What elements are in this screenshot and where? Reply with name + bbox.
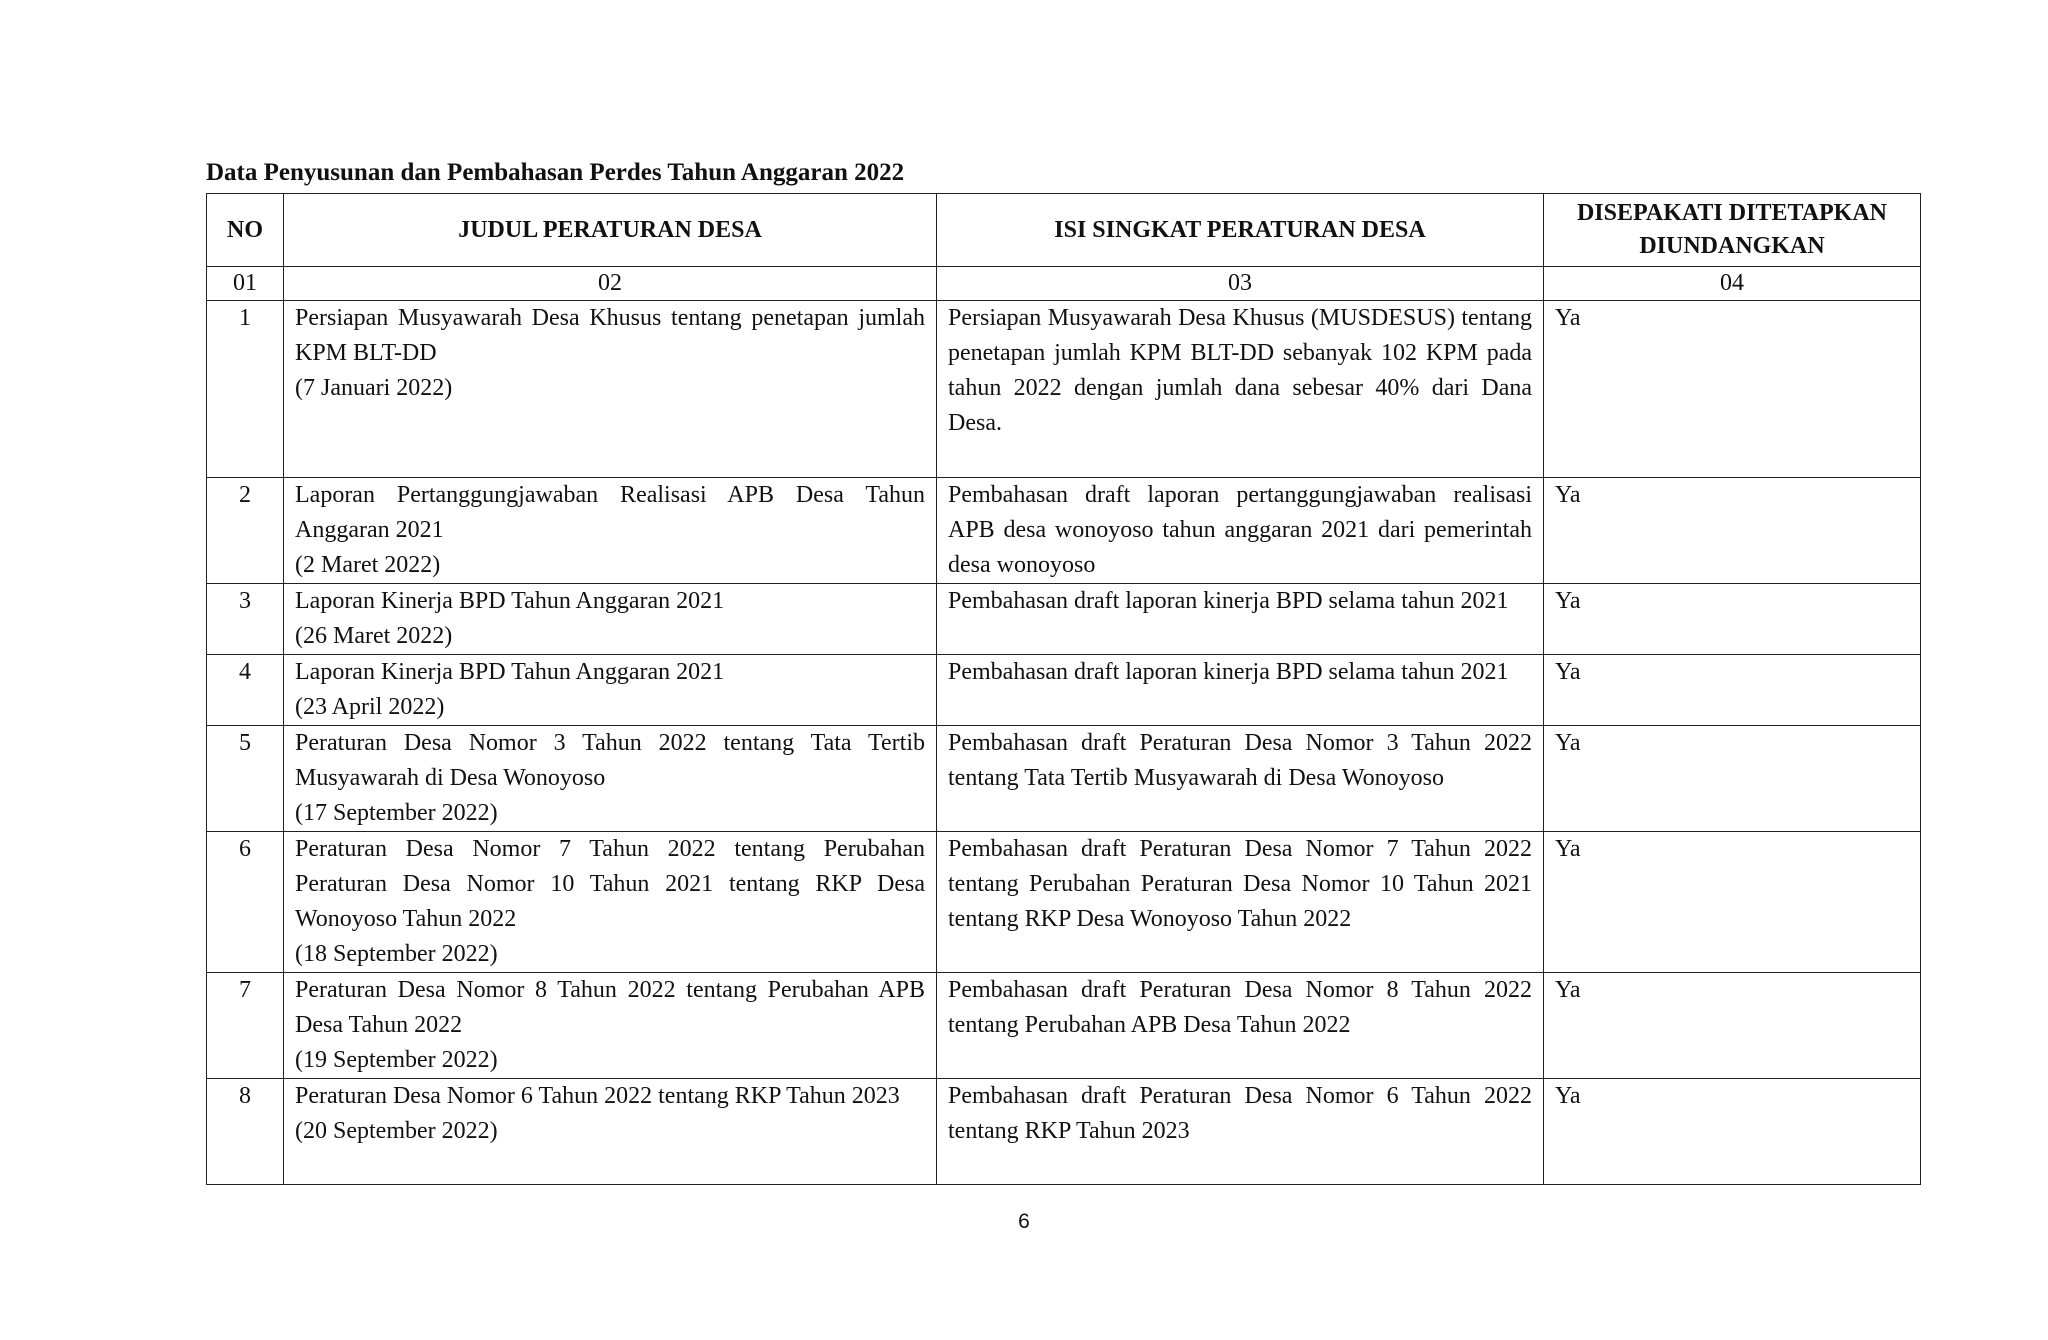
agreement-status: Ya xyxy=(1544,584,1921,655)
table-row xyxy=(207,655,1921,726)
regulation-date: (2 Maret 2022) xyxy=(295,552,441,578)
header-row xyxy=(207,194,1921,267)
regulation-title: Peraturan Desa Nomor 3 Tahun 2022 tentang Tata Tertib Musyawarah di Desa Wonoyoso xyxy=(295,730,925,791)
table-row xyxy=(207,973,1921,1079)
agreement-status: Ya xyxy=(1544,726,1921,832)
column-number: 04 xyxy=(1544,267,1921,301)
regulation-title-cell xyxy=(284,973,937,1079)
regulation-date: (17 September 2022) xyxy=(295,800,498,826)
regulation-date: (20 September 2022) xyxy=(295,1118,498,1144)
row-number: 6 xyxy=(207,832,284,973)
regulation-summary: Pembahasan draft laporan kinerja BPD selama tahun 2021 xyxy=(937,584,1544,655)
table-header xyxy=(207,194,1921,301)
regulation-summary: Pembahasan draft laporan kinerja BPD selama tahun 2021 xyxy=(937,655,1544,726)
regulation-title-cell xyxy=(284,478,937,584)
regulation-title-cell xyxy=(284,832,937,973)
regulation-title: Persiapan Musyawarah Desa Khusus tentang penetapan jumlah KPM BLT-DD xyxy=(295,305,925,366)
regulation-summary: Persiapan Musyawarah Desa Khusus (MUSDESUS) tentang penetapan jumlah KPM BLT-DD sebanyak 102 KPM pada tahun 2022 dengan jumlah dana sebesar 40% dari Dana Desa. xyxy=(937,301,1544,478)
regulation-title-cell xyxy=(284,584,937,655)
regulation-title-cell xyxy=(284,1079,937,1185)
row-number: 2 xyxy=(207,478,284,584)
agreement-status: Ya xyxy=(1544,832,1921,973)
column-number: 01 xyxy=(207,267,284,301)
perdes-table xyxy=(206,193,1921,1185)
table-row xyxy=(207,1079,1921,1185)
regulation-date: (26 Maret 2022) xyxy=(295,623,453,649)
regulation-summary: Pembahasan draft Peraturan Desa Nomor 7 Tahun 2022 tentang Perubahan Peraturan Desa Nomor 10 Tahun 2021 tentang RKP Desa Wonoyoso Tahun 2022 xyxy=(937,832,1544,973)
row-number: 4 xyxy=(207,655,284,726)
page-number: 6 xyxy=(1018,1210,1030,1233)
regulation-summary: Pembahasan draft Peraturan Desa Nomor 3 Tahun 2022 tentang Tata Tertib Musyawarah di Desa Wonoyoso xyxy=(937,726,1544,832)
regulation-summary: Pembahasan draft laporan pertanggungjawaban realisasi APB desa wonoyoso tahun anggaran 2021 dari pemerintah desa wonoyoso xyxy=(937,478,1544,584)
table-row xyxy=(207,584,1921,655)
column-number: 02 xyxy=(284,267,937,301)
table-row xyxy=(207,832,1921,973)
agreement-status: Ya xyxy=(1544,478,1921,584)
regulation-title-cell xyxy=(284,655,937,726)
regulation-title: Laporan Pertanggungjawaban Realisasi APB Desa Tahun Anggaran 2021 xyxy=(295,482,925,543)
regulation-title: Laporan Kinerja BPD Tahun Anggaran 2021 xyxy=(295,588,725,614)
table-row xyxy=(207,301,1921,478)
regulation-title: Laporan Kinerja BPD Tahun Anggaran 2021 xyxy=(295,659,725,685)
agreement-status: Ya xyxy=(1544,301,1921,478)
agreement-status: Ya xyxy=(1544,973,1921,1079)
row-number: 1 xyxy=(207,301,284,478)
header-content: ISI SINGKAT PERATURAN DESA xyxy=(937,194,1544,267)
regulation-title: Peraturan Desa Nomor 8 Tahun 2022 tentang Perubahan APB Desa Tahun 2022 xyxy=(295,977,925,1038)
regulation-date: (19 September 2022) xyxy=(295,1047,498,1073)
regulation-title-cell xyxy=(284,301,937,478)
table-row xyxy=(207,726,1921,832)
regulation-summary: Pembahasan draft Peraturan Desa Nomor 8 Tahun 2022 tentang Perubahan APB Desa Tahun 2022 xyxy=(937,973,1544,1079)
header-status: DISEPAKATI DITETAPKAN DIUNDANGKAN xyxy=(1544,194,1921,267)
header-no: NO xyxy=(207,194,284,267)
agreement-status: Ya xyxy=(1544,1079,1921,1185)
regulation-summary: Pembahasan draft Peraturan Desa Nomor 6 Tahun 2022 tentang RKP Tahun 2023 xyxy=(937,1079,1544,1185)
column-number-row xyxy=(207,267,1921,301)
header-title: JUDUL PERATURAN DESA xyxy=(284,194,937,267)
agreement-status: Ya xyxy=(1544,655,1921,726)
row-number: 8 xyxy=(207,1079,284,1185)
regulation-date: (23 April 2022) xyxy=(295,694,445,720)
regulation-date: (7 Januari 2022) xyxy=(295,375,453,401)
regulation-title: Peraturan Desa Nomor 6 Tahun 2022 tentang RKP Tahun 2023 xyxy=(295,1083,900,1109)
row-number: 3 xyxy=(207,584,284,655)
regulation-title-cell xyxy=(284,726,937,832)
row-number: 7 xyxy=(207,973,284,1079)
document-title: Data Penyusunan dan Pembahasan Perdes Tahun Anggaran 2022 xyxy=(206,159,905,186)
regulation-title: Peraturan Desa Nomor 7 Tahun 2022 tentang Perubahan Peraturan Desa Nomor 10 Tahun 2021 tentang RKP Desa Wonoyoso Tahun 2022 xyxy=(295,836,925,932)
regulation-date: (18 September 2022) xyxy=(295,941,498,967)
row-number: 5 xyxy=(207,726,284,832)
table-row xyxy=(207,478,1921,584)
table-body xyxy=(207,301,1921,1185)
column-number: 03 xyxy=(937,267,1544,301)
